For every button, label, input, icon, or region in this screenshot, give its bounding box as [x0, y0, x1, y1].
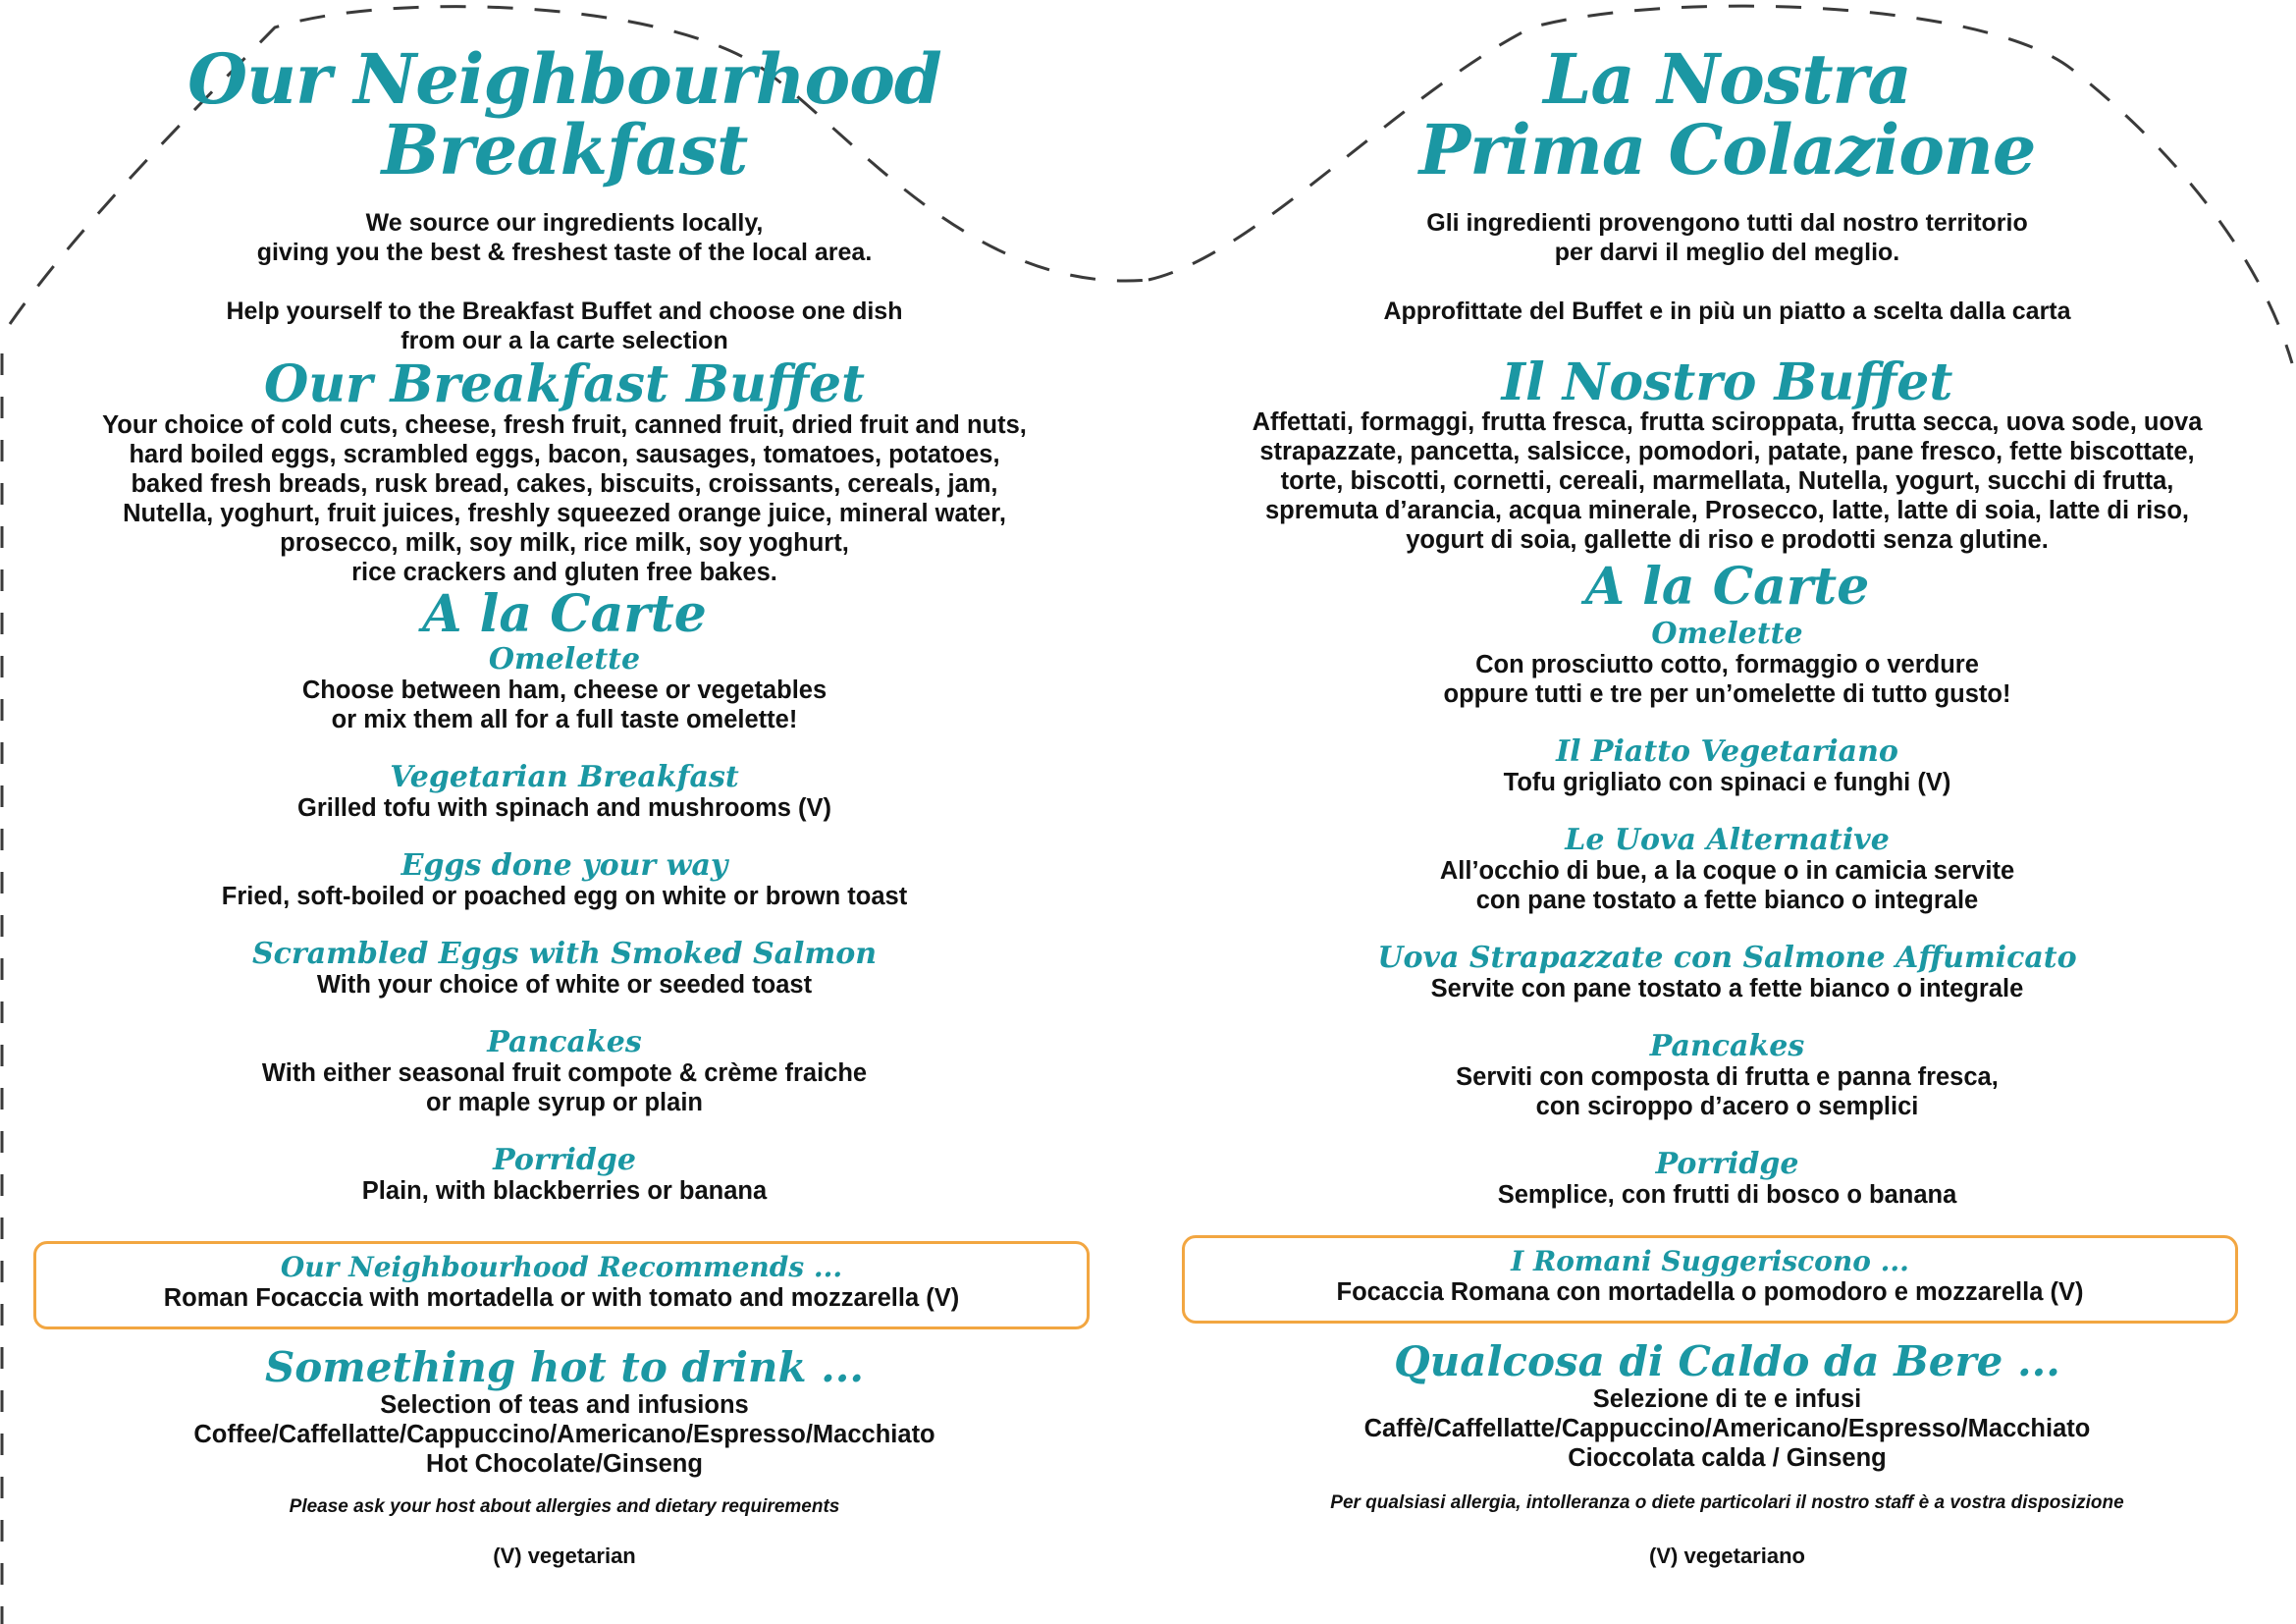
drinks-line: Cioccolata calda / Ginseng	[1568, 1444, 1887, 1472]
english-buffet-line: baked fresh breads, rusk bread, cakes, biscuits, croissants, cereals, jam,	[131, 470, 998, 498]
item-desc: or mix them all for a full taste omelette!	[331, 706, 798, 733]
english-buffet-line: rice crackers and gluten free bakes.	[351, 559, 777, 586]
item-desc: Plain, with blackberries or banana	[361, 1177, 768, 1205]
english-alacarte-heading: A la Carte	[422, 584, 707, 644]
item-desc: con pane tostato a fette bianco o integrale	[1475, 887, 1979, 914]
recommend-desc: Focaccia Romana con mortadella o pomodoro e mozzarella (V)	[1336, 1278, 2084, 1306]
english-item-eggs	[0, 850, 1129, 911]
italian-recommend-box	[1182, 1235, 2238, 1324]
item-desc: With either seasonal fruit compote & crème fraiche	[261, 1059, 868, 1087]
english-item-porridge	[0, 1145, 1129, 1206]
italian-vegetarian-key: (V) vegetariano	[1649, 1543, 1805, 1568]
item-desc: or maple syrup or plain	[426, 1089, 703, 1116]
italian-drinks	[1158, 1339, 2296, 1473]
english-item-pancakes	[0, 1027, 1129, 1117]
english-buffet-line: Nutella, yoghurt, fruit juices, freshly squeezed orange juice, mineral water,	[123, 500, 1006, 527]
item-desc: Semplice, con frutti di bosco o banana	[1497, 1181, 1957, 1209]
english-intro-line: giving you the best & freshest taste of the local area.	[256, 239, 873, 266]
item-name: Omelette	[1651, 617, 1803, 651]
drinks-title: Qualcosa di Caldo da Bere ...	[1394, 1337, 2060, 1385]
italian-title	[1158, 38, 2296, 190]
drinks-line: Hot Chocolate/Ginseng	[426, 1450, 703, 1478]
english-allergy-note: Please ask your host about allergies and dietary requirements	[289, 1496, 840, 1517]
italian-intro-line: per darvi il meglio del meglio.	[1554, 239, 1900, 266]
item-desc: All’occhio di bue, a la coque o in camicia servite	[1439, 857, 2015, 885]
english-buffet-line: Your choice of cold cuts, cheese, fresh fruit, canned fruit, dried fruit and nuts,	[102, 411, 1027, 439]
english-help-line: Help yourself to the Breakfast Buffet and choose one dish	[226, 298, 903, 325]
italian-allergy-note: Per qualsiasi allergia, intolleranza o diete particolari il nostro staff è a vostra disposizione	[1330, 1492, 2124, 1513]
item-desc: Fried, soft-boiled or poached egg on white or brown toast	[221, 883, 908, 910]
english-vegetarian-key: (V) vegetarian	[493, 1543, 636, 1568]
english-item-omelette	[0, 644, 1129, 734]
item-name: Porridge	[493, 1143, 636, 1177]
italian-title-line2: Prima Colazione	[1418, 109, 2036, 190]
item-name: Le Uova Alternative	[1565, 823, 1890, 857]
item-name: Il Piatto Vegetariano	[1556, 734, 1898, 769]
italian-title-line1: La Nostra	[1543, 38, 1911, 120]
italian-buffet-line: spremuta d’arancia, acqua minerale, Prosecco, latte, latte di soia, latte di riso,	[1264, 497, 2189, 524]
italian-item-omelette	[1158, 619, 2296, 709]
item-name: Porridge	[1655, 1147, 1799, 1181]
italian-buffet-text	[1158, 407, 2296, 555]
recommend-desc: Roman Focaccia with mortadella or with tomato and mozzarella (V)	[163, 1284, 960, 1312]
drinks-line: Selezione di te e infusi	[1592, 1385, 1862, 1413]
english-buffet-line: hard boiled eggs, scrambled eggs, bacon, sausages, tomatoes, potatoes,	[129, 441, 1000, 468]
item-desc: With your choice of white or seeded toast	[316, 971, 813, 999]
item-name: Scrambled Eggs with Smoked Salmon	[251, 937, 878, 971]
italian-buffet-line: torte, biscotti, cornetti, cereali, marmellata, Nutella, yogurt, succhi di frutta,	[1280, 467, 2174, 495]
item-desc: Grilled tofu with spinach and mushrooms (V)	[296, 794, 832, 822]
item-name: Omelette	[488, 642, 641, 677]
english-title	[0, 38, 1129, 190]
item-desc: Serviti con composta di frutta e panna fresca,	[1456, 1063, 1999, 1091]
item-name: Vegetarian Breakfast	[390, 760, 739, 794]
item-desc: Tofu grigliato con spinaci e funghi (V)	[1503, 769, 1951, 796]
italian-buffet-line: Affettati, formaggi, frutta fresca, frutta sciroppata, frutta secca, uova sode, uova	[1252, 408, 2203, 436]
english-buffet-line: prosecco, milk, soy milk, rice milk, soy yoghurt,	[280, 529, 849, 557]
drinks-line: Caffè/Caffellatte/Cappuccino/Americano/Espresso/Macchiato	[1363, 1415, 2091, 1442]
english-help-text	[0, 297, 1129, 355]
italian-buffet-heading: Il Nostro Buffet	[1501, 352, 1953, 412]
english-recommend-box	[33, 1241, 1090, 1329]
item-name: Uova Strapazzate con Salmone Affumicato	[1377, 941, 2077, 975]
item-name: Eggs done your way	[400, 848, 728, 883]
recommend-title: Our Neighbourhood Recommends ...	[280, 1251, 843, 1283]
english-item-vegetarian	[0, 762, 1129, 823]
italian-intro-line: Gli ingredienti provengono tutti dal nostro territorio	[1426, 209, 2028, 237]
italian-item-eggs	[1158, 825, 2296, 915]
english-title-line1: Our Neighbourhood	[187, 38, 941, 120]
english-buffet-heading: Our Breakfast Buffet	[263, 354, 866, 414]
drinks-line: Selection of teas and infusions	[380, 1391, 749, 1419]
italian-item-vegetarian	[1158, 736, 2296, 797]
english-intro-line: We source our ingredients locally,	[365, 209, 764, 237]
item-desc: oppure tutti e tre per un’omelette di tutto gusto!	[1443, 680, 2011, 708]
english-intro	[0, 208, 1129, 267]
item-desc: con sciroppo d’acero o semplici	[1535, 1093, 1919, 1120]
english-title-line2: Breakfast	[381, 109, 748, 190]
english-help-line: from our a la carte selection	[400, 327, 728, 354]
drinks-title: Something hot to drink ...	[264, 1343, 865, 1391]
italian-buffet-line: yogurt di soia, gallette di riso e prodotti senza glutine.	[1406, 526, 2049, 554]
italian-item-scrambled	[1158, 943, 2296, 1003]
drinks-line: Coffee/Caffellatte/Cappuccino/Americano/Espresso/Macchiato	[193, 1421, 935, 1448]
italian-item-pancakes	[1158, 1031, 2296, 1121]
italian-help-text	[1158, 297, 2296, 326]
italian-buffet-line: strapazzate, pancetta, salsicce, pomodori, patate, pane fresco, fette biscottate,	[1259, 438, 2195, 465]
item-desc: Con prosciutto cotto, formaggio o verdure	[1475, 651, 1979, 678]
item-name: Pancakes	[487, 1025, 642, 1059]
english-item-scrambled	[0, 939, 1129, 1000]
italian-intro	[1158, 208, 2296, 267]
italian-alacarte-heading: A la Carte	[1584, 557, 1870, 617]
italian-item-porridge	[1158, 1149, 2296, 1210]
item-desc: Servite con pane tostato a fette bianco o integrale	[1430, 975, 2024, 1002]
english-drinks	[0, 1345, 1129, 1479]
italian-help-line: Approfittate del Buffet e in più un piatto a scelta dalla carta	[1383, 298, 2071, 325]
item-name: Pancakes	[1649, 1029, 1805, 1063]
recommend-title: I Romani Suggeriscono ...	[1511, 1245, 1909, 1277]
item-desc: Choose between ham, cheese or vegetables	[301, 677, 828, 704]
english-buffet-text	[0, 410, 1129, 587]
